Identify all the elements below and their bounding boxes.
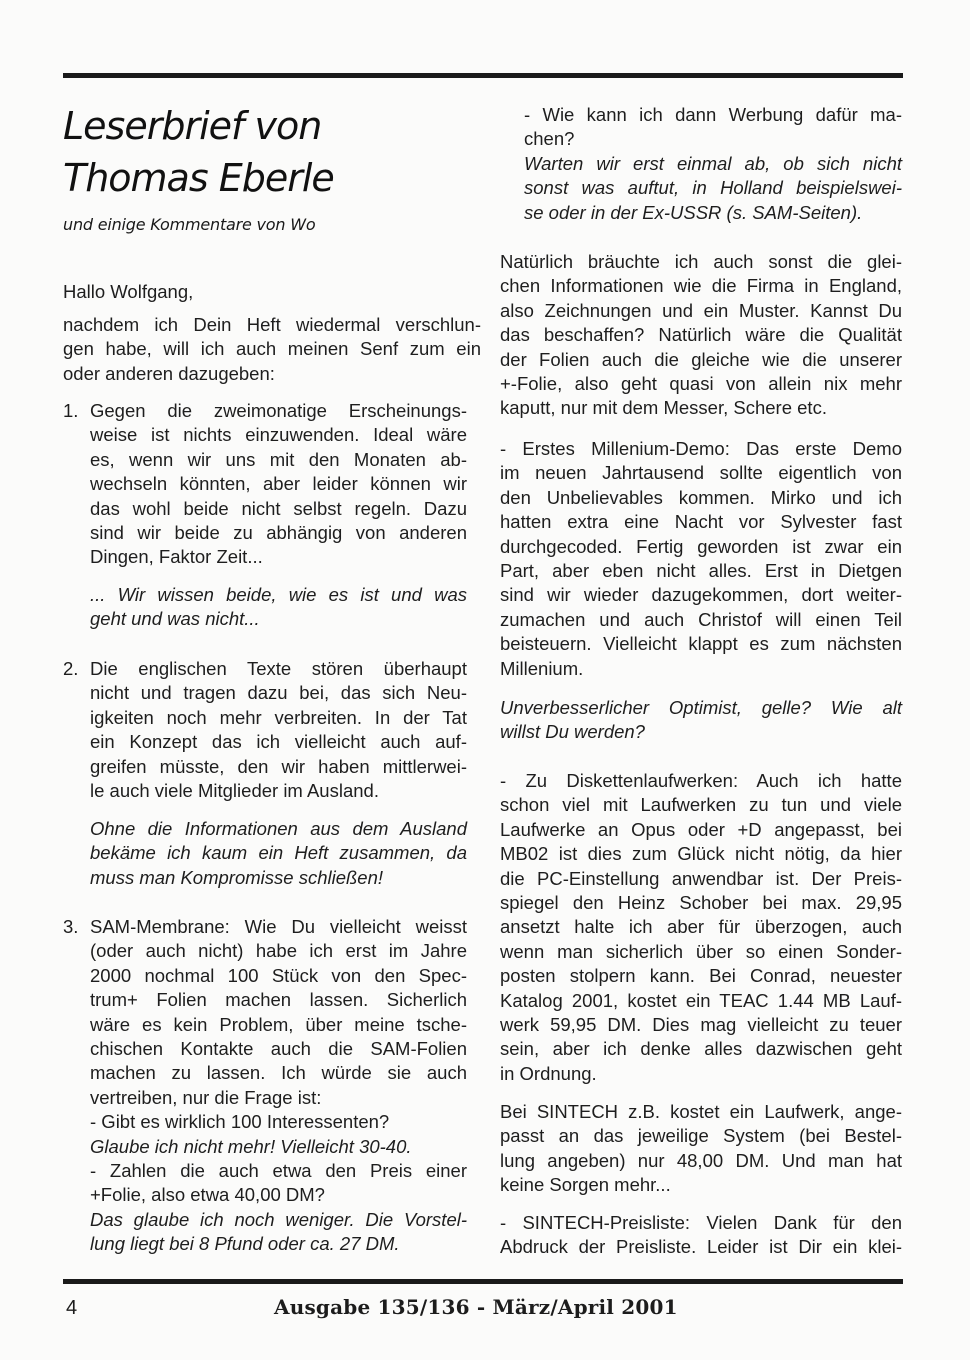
question-line: +Folie, also etwa 40,00 DM?	[90, 1184, 325, 1206]
text-line: muss man Kompromisse schließen!	[90, 866, 384, 888]
text-line: chen Informationen wie die Firma in England,	[500, 275, 902, 297]
list-item-1	[90, 399, 467, 570]
greeting	[63, 280, 481, 304]
text-line: vertreiben, nur die Frage ist:	[90, 1086, 322, 1108]
title-line: Thomas Eberle	[63, 156, 334, 200]
text-line: kaputt, nur mit dem Messer, Schere etc.	[500, 397, 827, 419]
text-line: MB02 ist dies zum Glück nicht nötig, da hier	[500, 843, 902, 865]
text-line: durchgecoded. Fertig geworden ist zwar ein	[500, 535, 902, 557]
text-line: 2000 nochmal 100 Stück von den Spec-	[90, 964, 467, 986]
paragraph-diskettenlaufwerke	[500, 769, 902, 1086]
list-item-2	[90, 657, 467, 803]
text-line: - Wie kann ich dann Werbung dafür ma-	[524, 104, 902, 125]
text-line: greifen müsste, den wir haben mittlerwei-	[90, 755, 467, 777]
editor-comment-1	[90, 583, 467, 632]
text-line: machen zu lassen. Ich würde sie auch	[90, 1062, 467, 1084]
answer-line: Glaube ich nicht mehr! Vielleicht 30-40.	[90, 1135, 412, 1157]
text-line: wäre es kein Problem, über meine tsche-	[90, 1013, 467, 1035]
text-line: wechseln könnten, aber leider können wir	[90, 473, 467, 495]
text-line: Natürlich bräuchte ich auch sonst die glei-	[500, 251, 902, 272]
text-line: le auch viele Mitglieder im Ausland.	[90, 780, 379, 802]
title-line: Leserbrief von	[63, 104, 322, 148]
text-line: Dingen, Faktor Zeit...	[90, 546, 263, 568]
text-line: werk 59,95 DM. Dies mag vielleicht zu teuer	[500, 1014, 902, 1036]
text-line: +-Folie, also geht quasi von allein nix mehr	[500, 373, 902, 395]
text-line: willst Du werden?	[500, 721, 645, 743]
text-line: beisteuern. Vielleicht klappt es zum nächsten	[500, 633, 902, 655]
issue-label: Ausgabe 135/136 - März/April 2001	[274, 1295, 678, 1319]
continuation-question	[524, 103, 902, 225]
bottom-rule	[63, 1279, 903, 1284]
text-line: Bei SINTECH z.B. kostet ein Laufwerk, ange-	[500, 1101, 902, 1122]
text-line: passt an das jeweilige System (bei Bestel-	[500, 1125, 902, 1147]
text-line: Die englischen Texte stören überhaupt	[90, 658, 467, 679]
paragraph-millenium-demo	[500, 437, 902, 681]
paragraph-sintech	[500, 1100, 902, 1198]
text-line: den Unbelievables kommen. Mirko und ich	[500, 486, 902, 508]
text-line: geht und was nicht...	[90, 608, 260, 630]
editor-comment-optimist	[500, 696, 902, 745]
text-line: bekäme ich kaum ein Heft zusammen, da	[90, 842, 467, 864]
text-line: - SINTECH-Preisliste: Vielen Dank für den	[500, 1212, 902, 1233]
text-line: nicht und tragen dazu bei, das sich Neu-	[90, 682, 467, 704]
text-line: Hallo Wolfgang,	[63, 281, 194, 302]
text-line: sind wir beide zu abhängig von anderen	[90, 522, 467, 544]
article-subtitle: und einige Kommentare von Wo	[63, 215, 316, 234]
text-line: sein, aber ich denke alles dazwischen geht	[500, 1038, 902, 1060]
text-line: keine Sorgen mehr...	[500, 1174, 671, 1196]
text-line: lung angeben) nur 48,00 DM. Und man hat	[500, 1149, 902, 1171]
text-line: Warten wir erst einmal ab, ob sich nicht	[524, 152, 902, 174]
list-number: 2.	[63, 658, 79, 679]
intro-paragraph	[63, 313, 481, 386]
paragraph-natuerlich	[500, 250, 902, 421]
paragraph-preisliste	[500, 1211, 902, 1260]
list-number: 1.	[63, 400, 79, 421]
article-title	[63, 100, 483, 204]
text-line: chen?	[524, 128, 575, 150]
text-line: trum+ Folien machen lassen. Sicherlich	[90, 989, 467, 1011]
list-number: 3.	[63, 916, 79, 937]
text-line: nachdem ich Dein Heft wiedermal verschlun-	[63, 314, 481, 335]
text-line: ... Wir wissen beide, wie es ist und was	[90, 584, 467, 605]
text-line: das beschaffen? Natürlich wäre die Qualität	[500, 324, 902, 346]
text-line: Part, aber eben nicht alles. Erst in Dietgen	[500, 560, 902, 582]
text-line: - Erstes Millenium-Demo: Das erste Demo	[500, 438, 902, 459]
text-line: Ohne die Informationen aus dem Ausland	[90, 818, 467, 839]
text-line: Unverbesserlicher Optimist, gelle? Wie alt	[500, 697, 902, 718]
text-line: es, wenn wir uns mit den Monaten ab-	[90, 448, 467, 470]
text-line: weise ist nichts einzuwenden. Ideal wäre	[90, 424, 467, 446]
text-line: schon viel mit Laufwerken zu tun und viele	[500, 794, 902, 816]
text-line: Gegen die zweimonatige Erscheinungs-	[90, 400, 467, 421]
text-line: gen habe, will ich auch meinen Senf zum ein	[63, 338, 481, 360]
text-line: igkeiten noch mehr verbreiten. In der Tat	[90, 706, 467, 728]
text-line: wenn man sicherlich über so einen Sonder-	[500, 940, 902, 962]
text-line: zumachen und auch Christof will einen Teil	[500, 608, 902, 630]
text-line: SAM-Membrane: Wie Du vielleicht weisst	[90, 916, 467, 937]
question-line: - Zahlen die auch etwa den Preis einer	[90, 1160, 467, 1182]
text-line: im neuen Jahrtausend sollte eigentlich von	[500, 462, 902, 484]
text-line: sind wir wieder dazugekommen, dort weiter-	[500, 584, 902, 606]
answer-line: Das glaube ich noch weniger. Die Vorstel-	[90, 1208, 467, 1230]
text-line: spiegel den Heinz Schober bei max. 29,95	[500, 892, 902, 914]
text-line: Abdruck der Preisliste. Leider ist Dir ein klei-	[500, 1236, 902, 1258]
text-line: - Zu Diskettenlaufwerken: Auch ich hatte	[500, 770, 902, 791]
text-line: in Ordnung.	[500, 1062, 597, 1084]
question-line: - Gibt es wirklich 100 Interessenten?	[90, 1111, 390, 1133]
text-line: (oder auch nicht) habe ich erst im Jahre	[90, 940, 467, 962]
text-line: Katalog 2001, kostet ein TEAC 1.44 MB Lauf-	[500, 989, 902, 1011]
text-line: sonst was auftut, in Holland beispielswei-	[524, 177, 902, 199]
text-line: ansetzt halte ich aber für überzogen, auch	[500, 916, 902, 938]
page-number: 4	[66, 1297, 78, 1319]
top-rule	[63, 73, 903, 78]
text-line: der Folien auch die gleiche wie die unserer	[500, 348, 902, 370]
text-line: also Zeichnungen und ein Muster. Kannst Du	[500, 299, 902, 321]
text-line: die PC-Einstellung anwendbar ist. Der Preis-	[500, 867, 902, 889]
editor-comment-2	[90, 817, 467, 890]
text-line: Laufwerke an Opus oder +D angepasst, bei	[500, 818, 902, 840]
text-line: oder anderen dazugeben:	[63, 362, 275, 384]
list-item-3	[90, 915, 467, 1257]
text-line: Millenium.	[500, 657, 584, 679]
text-line: posten stolpern kann. Bei Conrad, neuester	[500, 965, 902, 987]
text-line: ein Konzept das ich vielleicht auch auf-	[90, 731, 467, 753]
answer-line: lung liegt bei 8 Pfund oder ca. 27 DM.	[90, 1233, 400, 1255]
text-line: chischen Kontakte auch die SAM-Folien	[90, 1038, 467, 1060]
text-line: das wohl beide nicht selbst regeln. Dazu	[90, 497, 467, 519]
text-line: se oder in der Ex-USSR (s. SAM-Seiten).	[524, 201, 863, 223]
text-line: hatten extra eine Nacht vor Sylvester fast	[500, 511, 902, 533]
